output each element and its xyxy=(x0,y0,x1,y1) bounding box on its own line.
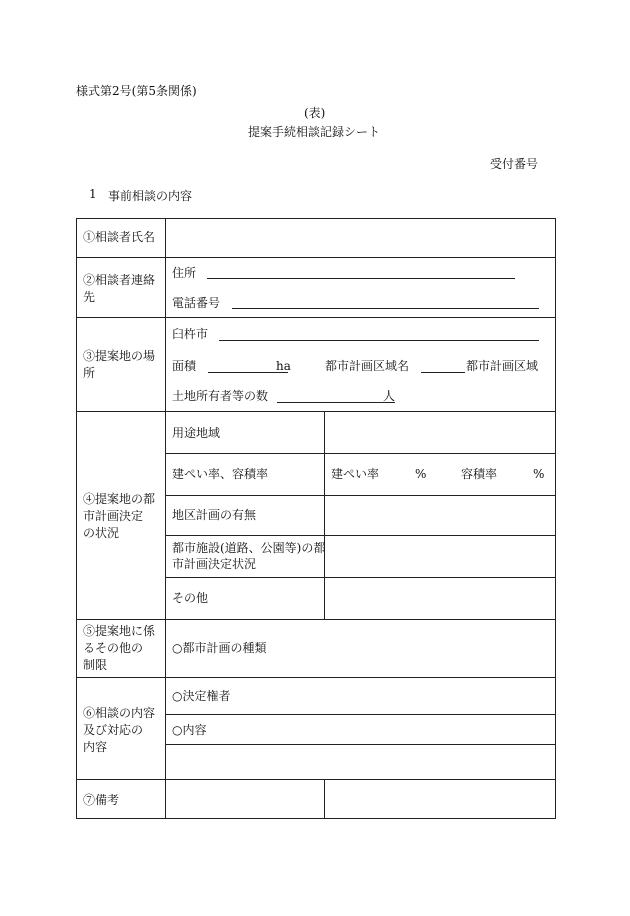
facilities-label-line1: 都市施設(道路、公園等)の都 xyxy=(172,541,326,555)
volume-value-label: 容積率 xyxy=(461,467,498,481)
location-underline xyxy=(219,340,539,341)
plan-type-label: ○都市計画の種類 xyxy=(172,641,267,655)
consultation-label-line1: ⑥相談の内容 xyxy=(83,706,156,720)
land-use-label: 用途地域 xyxy=(172,426,221,440)
subrow-divider xyxy=(165,535,555,536)
address-underline xyxy=(207,278,515,279)
coverage-field[interactable] xyxy=(381,459,411,489)
remarks-extra-field[interactable] xyxy=(326,781,554,817)
facilities-field[interactable] xyxy=(326,537,554,576)
district-plan-label: 地区計画の有無 xyxy=(172,508,257,522)
value-column-divider xyxy=(324,411,325,619)
side-indicator: (表) xyxy=(304,106,326,120)
subrow-divider xyxy=(165,495,555,496)
consultation-extra-field[interactable] xyxy=(167,746,553,778)
subrow-divider xyxy=(165,714,555,715)
owners-label: 土地所有者等の数 xyxy=(172,389,269,403)
receipt-number-label: 受付番号 xyxy=(490,157,539,171)
section-heading: 事前相談の内容 xyxy=(108,189,193,203)
address-field[interactable] xyxy=(205,261,515,278)
owners-field[interactable] xyxy=(275,385,383,402)
consultant-name-label: ①相談者氏名 xyxy=(83,230,156,244)
subrow-divider xyxy=(165,744,555,745)
location-label-line1: ③提案地の場 xyxy=(83,349,156,363)
section-number: 1 xyxy=(89,187,97,201)
consultation-label-line3: 内容 xyxy=(83,740,108,754)
row-divider xyxy=(77,677,555,678)
other-field[interactable] xyxy=(326,579,554,618)
district-plan-field[interactable] xyxy=(326,497,554,534)
plan-area-field[interactable] xyxy=(419,355,465,372)
value-column-divider xyxy=(324,779,325,818)
address-label: 住所 xyxy=(172,266,197,280)
location-label xyxy=(83,348,155,382)
plan-status-label xyxy=(83,491,155,542)
phone-label: 電話番号 xyxy=(172,296,221,310)
label-column-divider xyxy=(165,219,166,818)
plan-status-label-line3: の状況 xyxy=(83,526,120,540)
row-divider xyxy=(77,779,555,780)
decision-maker-label: ○決定権者 xyxy=(172,689,231,703)
consultation-record-table xyxy=(76,218,556,819)
location-label-line2: 所 xyxy=(83,366,96,380)
land-use-field[interactable] xyxy=(326,413,554,452)
plan-area-label: 都市計画区域名 xyxy=(325,359,410,373)
contact-label xyxy=(83,272,155,306)
other-label: その他 xyxy=(172,591,209,605)
owners-unit: 人 xyxy=(383,389,396,403)
remarks-field[interactable] xyxy=(167,781,323,817)
facilities-label-line2: 市計画決定状況 xyxy=(172,557,257,571)
plan-area-underline xyxy=(421,372,465,373)
contact-label-line1: ②相談者連絡 xyxy=(83,273,156,287)
restrictions-label-line3: 制限 xyxy=(83,658,108,672)
plan-status-label-line2: 市計画決定 xyxy=(83,509,144,523)
form-number: 様式第2号(第5条関係) xyxy=(76,84,197,98)
consultation-content-field[interactable] xyxy=(217,716,553,743)
coverage-value-label: 建ぺい率 xyxy=(331,467,380,481)
consultant-name-field[interactable] xyxy=(167,221,553,255)
coverage-label: 建ぺい率、容積率 xyxy=(172,467,269,481)
restrictions-label-line1: ⑤提案地に係 xyxy=(83,624,156,638)
plan-status-label-line1: ④提案地の都 xyxy=(83,492,156,506)
volume-percent: % xyxy=(533,467,545,481)
restrictions-label xyxy=(83,623,155,674)
coverage-percent: % xyxy=(415,467,427,481)
remarks-label: ⑦備考 xyxy=(83,793,120,807)
volume-field[interactable] xyxy=(501,459,531,489)
subrow-divider xyxy=(165,453,555,454)
plan-area-suffix: 都市計画区域 xyxy=(466,359,539,373)
phone-underline xyxy=(232,308,539,309)
row-divider xyxy=(77,257,555,258)
phone-field[interactable] xyxy=(230,291,539,308)
consultation-content-label: ○内容 xyxy=(172,723,207,737)
area-label: 面積 xyxy=(172,359,197,373)
page-title: 提案手続相談記録シート xyxy=(248,125,381,139)
restrictions-label-line2: るその他の xyxy=(83,641,144,655)
consultation-label xyxy=(83,705,155,756)
location-address-field[interactable] xyxy=(217,323,539,340)
city-label: 臼杵市 xyxy=(172,327,209,341)
consultation-label-line2: 及び対応の xyxy=(83,723,144,737)
decision-maker-field[interactable] xyxy=(237,679,553,713)
contact-label-line2: 先 xyxy=(83,290,96,304)
owners-underline xyxy=(277,402,395,403)
plan-type-field[interactable] xyxy=(273,621,553,676)
row-divider xyxy=(77,619,555,620)
area-unit: ha xyxy=(276,359,291,373)
subrow-divider xyxy=(165,577,555,578)
row-divider xyxy=(77,411,555,412)
area-field[interactable] xyxy=(206,355,276,372)
row-divider xyxy=(77,317,555,318)
